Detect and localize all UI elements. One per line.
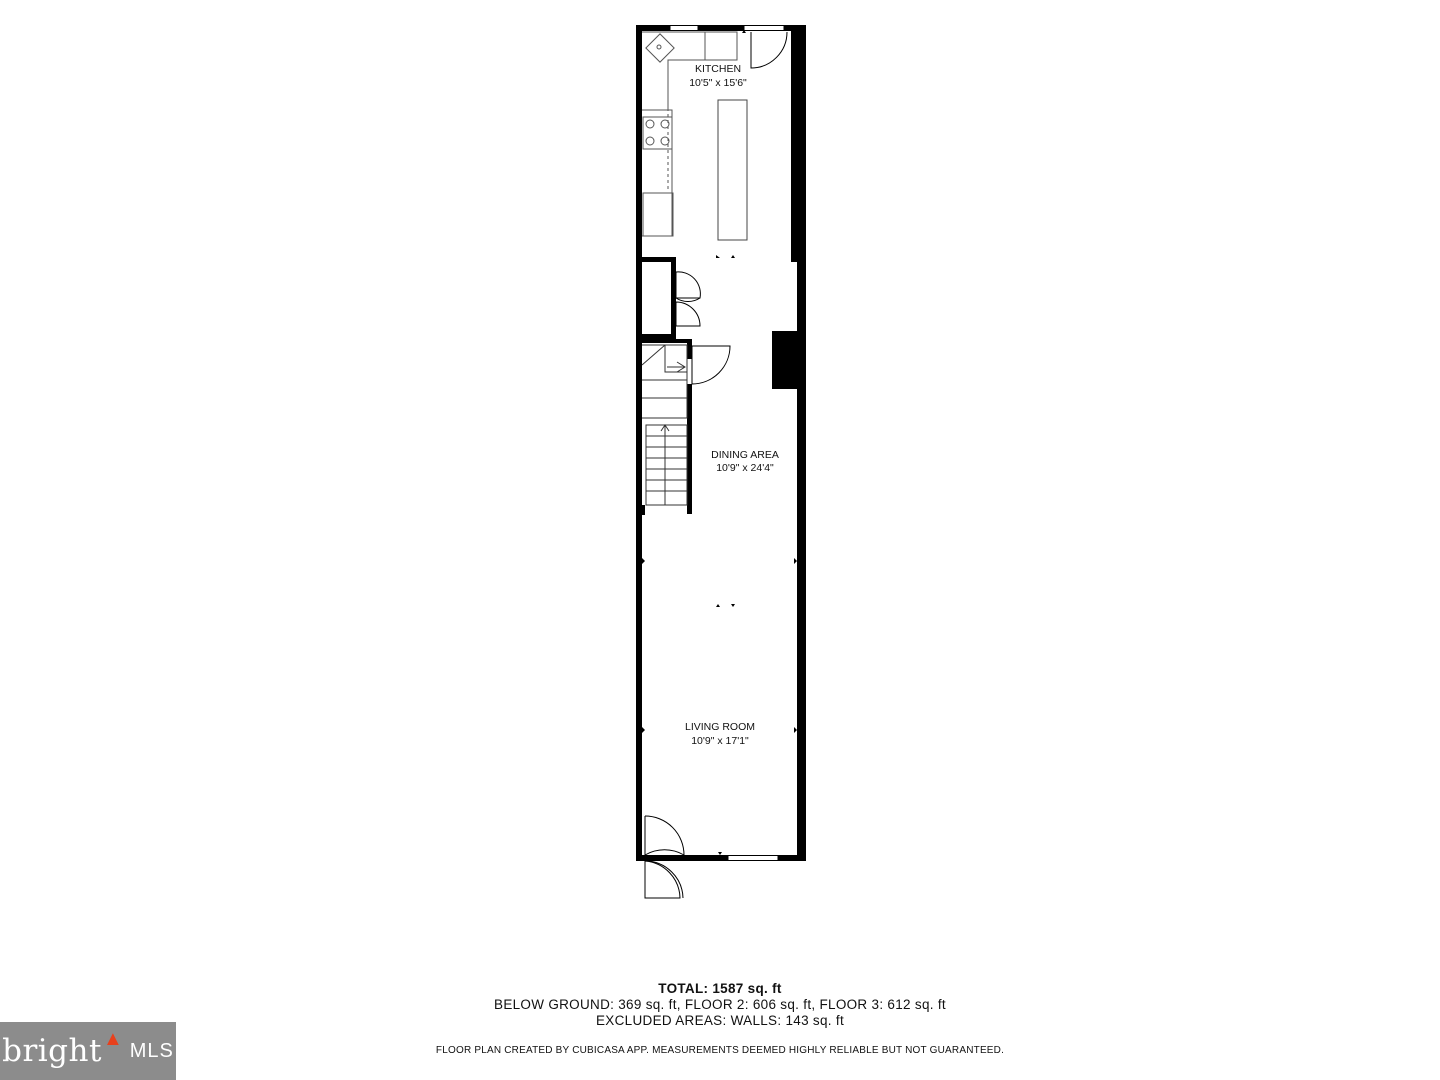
sink-icon xyxy=(646,34,674,62)
living-dims: 10'9" x 17'1" xyxy=(691,735,749,747)
interior-walls xyxy=(640,257,797,515)
dining-dims: 10'9" x 24'4" xyxy=(716,462,774,474)
bright-mls-logo xyxy=(0,1022,176,1080)
logo-word: bright xyxy=(2,1033,102,1069)
stair-door xyxy=(692,346,730,384)
bottom-window xyxy=(728,856,778,861)
kitchen-island xyxy=(718,100,747,240)
kitchen-name: KITCHEN xyxy=(694,63,742,75)
closet-doors xyxy=(676,272,700,326)
excluded-areas: EXCLUDED AREAS: WALLS: 143 sq. ft xyxy=(596,1013,844,1028)
total-value: 1587 sq. ft xyxy=(712,981,782,996)
total-area xyxy=(0,981,1440,996)
floor-areas: BELOW GROUND: 369 sq. ft, FLOOR 2: 606 sq. ft, FLOOR 3: 612 sq. ft xyxy=(494,997,946,1012)
disclaimer: FLOOR PLAN CREATED BY CUBICASA APP. MEASUREMENTS DEEMED HIGHLY RELIABLE BUT NOT GUARANTEED. xyxy=(435,1045,1005,1056)
stairs xyxy=(642,345,687,505)
room-labels xyxy=(685,63,779,747)
dining-name: DINING AREA xyxy=(711,449,779,461)
living-name: LIVING ROOM xyxy=(684,721,756,733)
kitchen-dims: 10'5" x 15'6" xyxy=(689,77,747,89)
logo-mark-icon: ▲ xyxy=(102,1027,123,1050)
fridge-icon xyxy=(643,193,673,236)
total-label: TOTAL: xyxy=(658,981,709,996)
logo-suffix: MLS xyxy=(129,1039,174,1062)
